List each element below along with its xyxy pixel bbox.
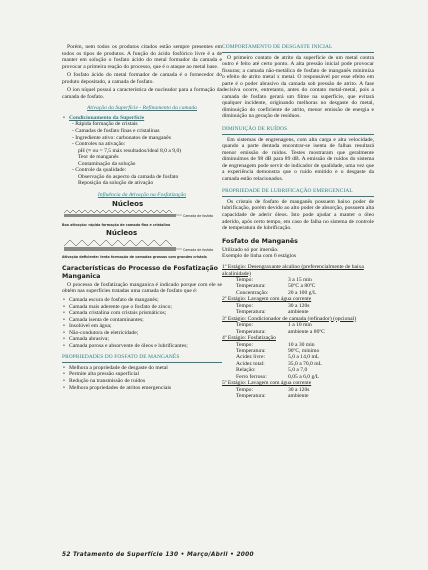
section-title: Características do Processo de Fosfatização Manganica [62,265,218,280]
quality-title: - Controle da qualidade: [72,167,127,174]
characteristics-list [62,297,222,349]
line-example: Exemplo de linha com 6 estágios [222,253,297,260]
intro-paragraph: Porém, nem todos os produtos citados estão sempre presentes em todos os tipos de produtos. A função do ácido fosfórico livre é a de manter em solução o fosfato ácido do metal formador da camada e provocar a primeira reação do processo, que é o ataque ao metal base. [62,44,222,70]
param-value: 5,0 a 14,0 mL [288,354,320,361]
stage-2: 2º Estágio: Lavagem com água corrente [222,296,312,303]
bad-activation-caption: Ativação deficiente: lenta formação de camadas grossas com grandes cristais [62,255,207,260]
stage-5-table [222,387,313,400]
conditioning-item: - Controles na ativação: [72,141,126,148]
activation-heading: Ativação da Superfície - Refinamento da camada [87,105,197,112]
list-item: • Não-condutora de eletricidade; [69,330,222,337]
param-label: Relação: [236,367,256,374]
param-label: Acidez total: [236,360,265,367]
stage-3: 3º Estágio: Condicionador de camada (refinador) (opcional) [222,315,357,322]
list-item: • Camada isenta de contaminantes; [69,317,222,324]
quality-item: Reposição da solução de ativação [78,180,154,187]
nuclei-label: Núcleos [112,200,144,209]
noise-paragraph: Em sistemas de engrenagens, com alta carga e alta velocidade, quando a parte dentada encontrar-se isenta de falhas resultará menor emissão de ruídos. Testes mostraram que geralmente diminuímos de 98 dB para 89 dB. A emissão de ruídos do sistema de engrenagem pode servir de indicador de qualidade, uma vez que a experiência demonstra que o ruído emitido e o desgaste da camada estão relacionados. [222,136,374,182]
stage-4: 4º Estágio: Fosfatização [222,335,276,341]
list-item: • Melhora a propriedade de desgaste do metal [69,365,222,372]
stage-4-table [222,342,326,380]
bad-activation-diagram [62,230,222,260]
param-value: ambiente [288,392,309,399]
manganese-control: Teor de manganês [78,154,119,161]
list-item: • Melhora propriedades de atritos emergenciais [69,385,222,392]
param-value: ambiente a 80ºC [288,328,325,335]
param-label: Tempo: [236,341,254,348]
good-activation-diagram [62,201,222,229]
list-item: • Permite alta pressão superficial [69,371,222,378]
param-label: Concentração: [236,289,269,296]
lubrication-heading: PROPRIEDADE DE LUBRIFICAÇÃO EMERGENCIAL [222,188,374,197]
stage-3-table [222,322,329,335]
conditioning-item: - Rápida formação de cristais [72,121,138,128]
influence-heading: Influência da Ativação na Fosfatização [97,191,187,198]
conditioning-item: - Camadas de fosfato finas e cristalinas [72,128,160,135]
contamination-control: Contaminação da solução [78,160,136,167]
param-value: 20 a 100 g/L [288,289,317,296]
wear-paragraph: O primeiro contato de atrito da superfície de um metal contra outro é feito até certo ponto. A alta pressão inicial pode provocar fissuras; a camada não-metálica de fosfato de manganês minimiza o efeito de atrito metal x metal. O responsável por esse efeito em parte é o poder abrasivo da camada sob pressão de atrito. A fase decisiva ocorre, entretanto, antes do contato metal-metal, pois a camada de fosfato gerará um filme na superfície, que evitará qualquer incidente, originando melhoras no desgaste do metal, diminuição do coeficiente de atrito, menor emissão de energia e diminuição na geração de resíduos. [222,54,374,120]
param-value: 5,0 a 7,0 [288,367,308,374]
properties-heading: PROPRIEDADES DO FOSFATO DE MANGANÊS [62,354,222,363]
list-item: • Redução na transmissão de ruídos [69,378,222,385]
param-label: Temperatura: [236,283,266,290]
conditioning-title: Condicionamento da Superfície [69,114,145,121]
param-label: Tempo: [236,322,254,329]
stage-1: 1º Estágio: Desengraxante alcalino (preferencialmente de baixa alcalinidade) [222,263,364,277]
intro-paragraph: O íon níquel possui a característica de nucleador para a formação da camada de fosfato. [62,87,222,100]
immersion-note: Utilizado só por imersão. [222,246,279,253]
lubrication-paragraph: Os cristais de fosfato de manganês possuem baixo poder de lubrificação, porém devido ao alto poder de absorção, possuem alta capacidade de aderir óleos. Isto pode ajudar a manter o óleo aderido, após certo tempo, em caso de falha no sistema de controle de temperatura de lubrificação. [222,198,374,232]
right-column [222,44,374,399]
manganese-title: Fosfato de Manganês [222,237,298,245]
stage-1-table [222,277,320,296]
param-value: 10 a 30 min [288,341,315,348]
intro-paragraph: O fosfato ácido do metal formador de camada é o fornecedor do produto depositado, a camada de fosfato. [62,72,222,85]
param-value: 3 a 15 min [288,277,312,284]
quality-item: Observação do aspecto da camada de fosfato [78,173,179,180]
layer-label: Camada de fosfato [183,248,214,253]
param-value: ambiente [288,309,309,316]
stage-2-table [222,303,313,316]
param-value: 30 a 120s [288,386,310,393]
param-label: Tempo: [236,386,254,393]
param-label: Temperatura: [236,392,266,399]
conditioning-list [62,115,222,122]
param-label: Temperatura: [236,328,266,335]
param-label: Temperatura: [236,309,266,316]
param-label: Tempo: [236,302,254,309]
list-item: • Camada mais aderente que o fosfato de zinco; [69,304,222,311]
param-label: Acidez livre: [236,354,266,361]
noise-heading: DIMINUIÇÃO DE RUÍDOS [222,126,374,135]
conditioning-item: - Ingrediente ativo: carbonatos de manganês [72,134,171,141]
ph-control: pH (≈ ou = 7,5 máx resultados/ideal 8,0 a 9,0) [78,147,182,154]
list-item: • Camada escura de fosfato de manganês; [69,297,222,304]
list-item: • Camada abrasiva; [69,336,222,343]
layer-label: Camada de fosfato [183,214,214,219]
param-value: 1 a 10 min [288,322,312,329]
good-activation-caption: Boa ativação: rápida formação de camada fina e cristalina [62,223,171,228]
page-footer: 52 Tratamento de Superfície 130 • Março/Abril • 2000 [62,552,254,558]
param-value: 0,05 a 6,0 g/L [288,373,320,380]
section-paragraph: O processo de fosfatização manganica é indicado porque com ele se obtém nas superfícies tratadas uma camada de fosfato que é: [62,281,222,295]
param-value: 30 a 120s [288,302,310,309]
param-label: Temperatura: [236,347,266,354]
wear-heading: COMPORTAMENTO DE DESGASTE INICIAL [222,44,374,53]
properties-list [62,365,222,391]
list-item: • Insolúvel em água; [69,323,222,330]
param-value: 35,0 a 70,0 mL [288,360,323,367]
param-value: 90ºC, mínimo [288,347,320,354]
left-column [62,44,222,391]
param-label: Ferro ferroso: [236,373,267,380]
list-item: • Camada cristalina com cristais prismáticos; [69,310,222,317]
param-value: 50ºC a 80ºC [288,283,316,290]
param-label: Tempo: [236,277,254,284]
stage-5: 5º Estágio: Lavagem com água corrente [222,379,312,386]
list-item: • Camada porosa e absorvente de óleos e lubrificantes; [69,343,222,350]
nuclei-label: Núcleos [106,229,138,238]
